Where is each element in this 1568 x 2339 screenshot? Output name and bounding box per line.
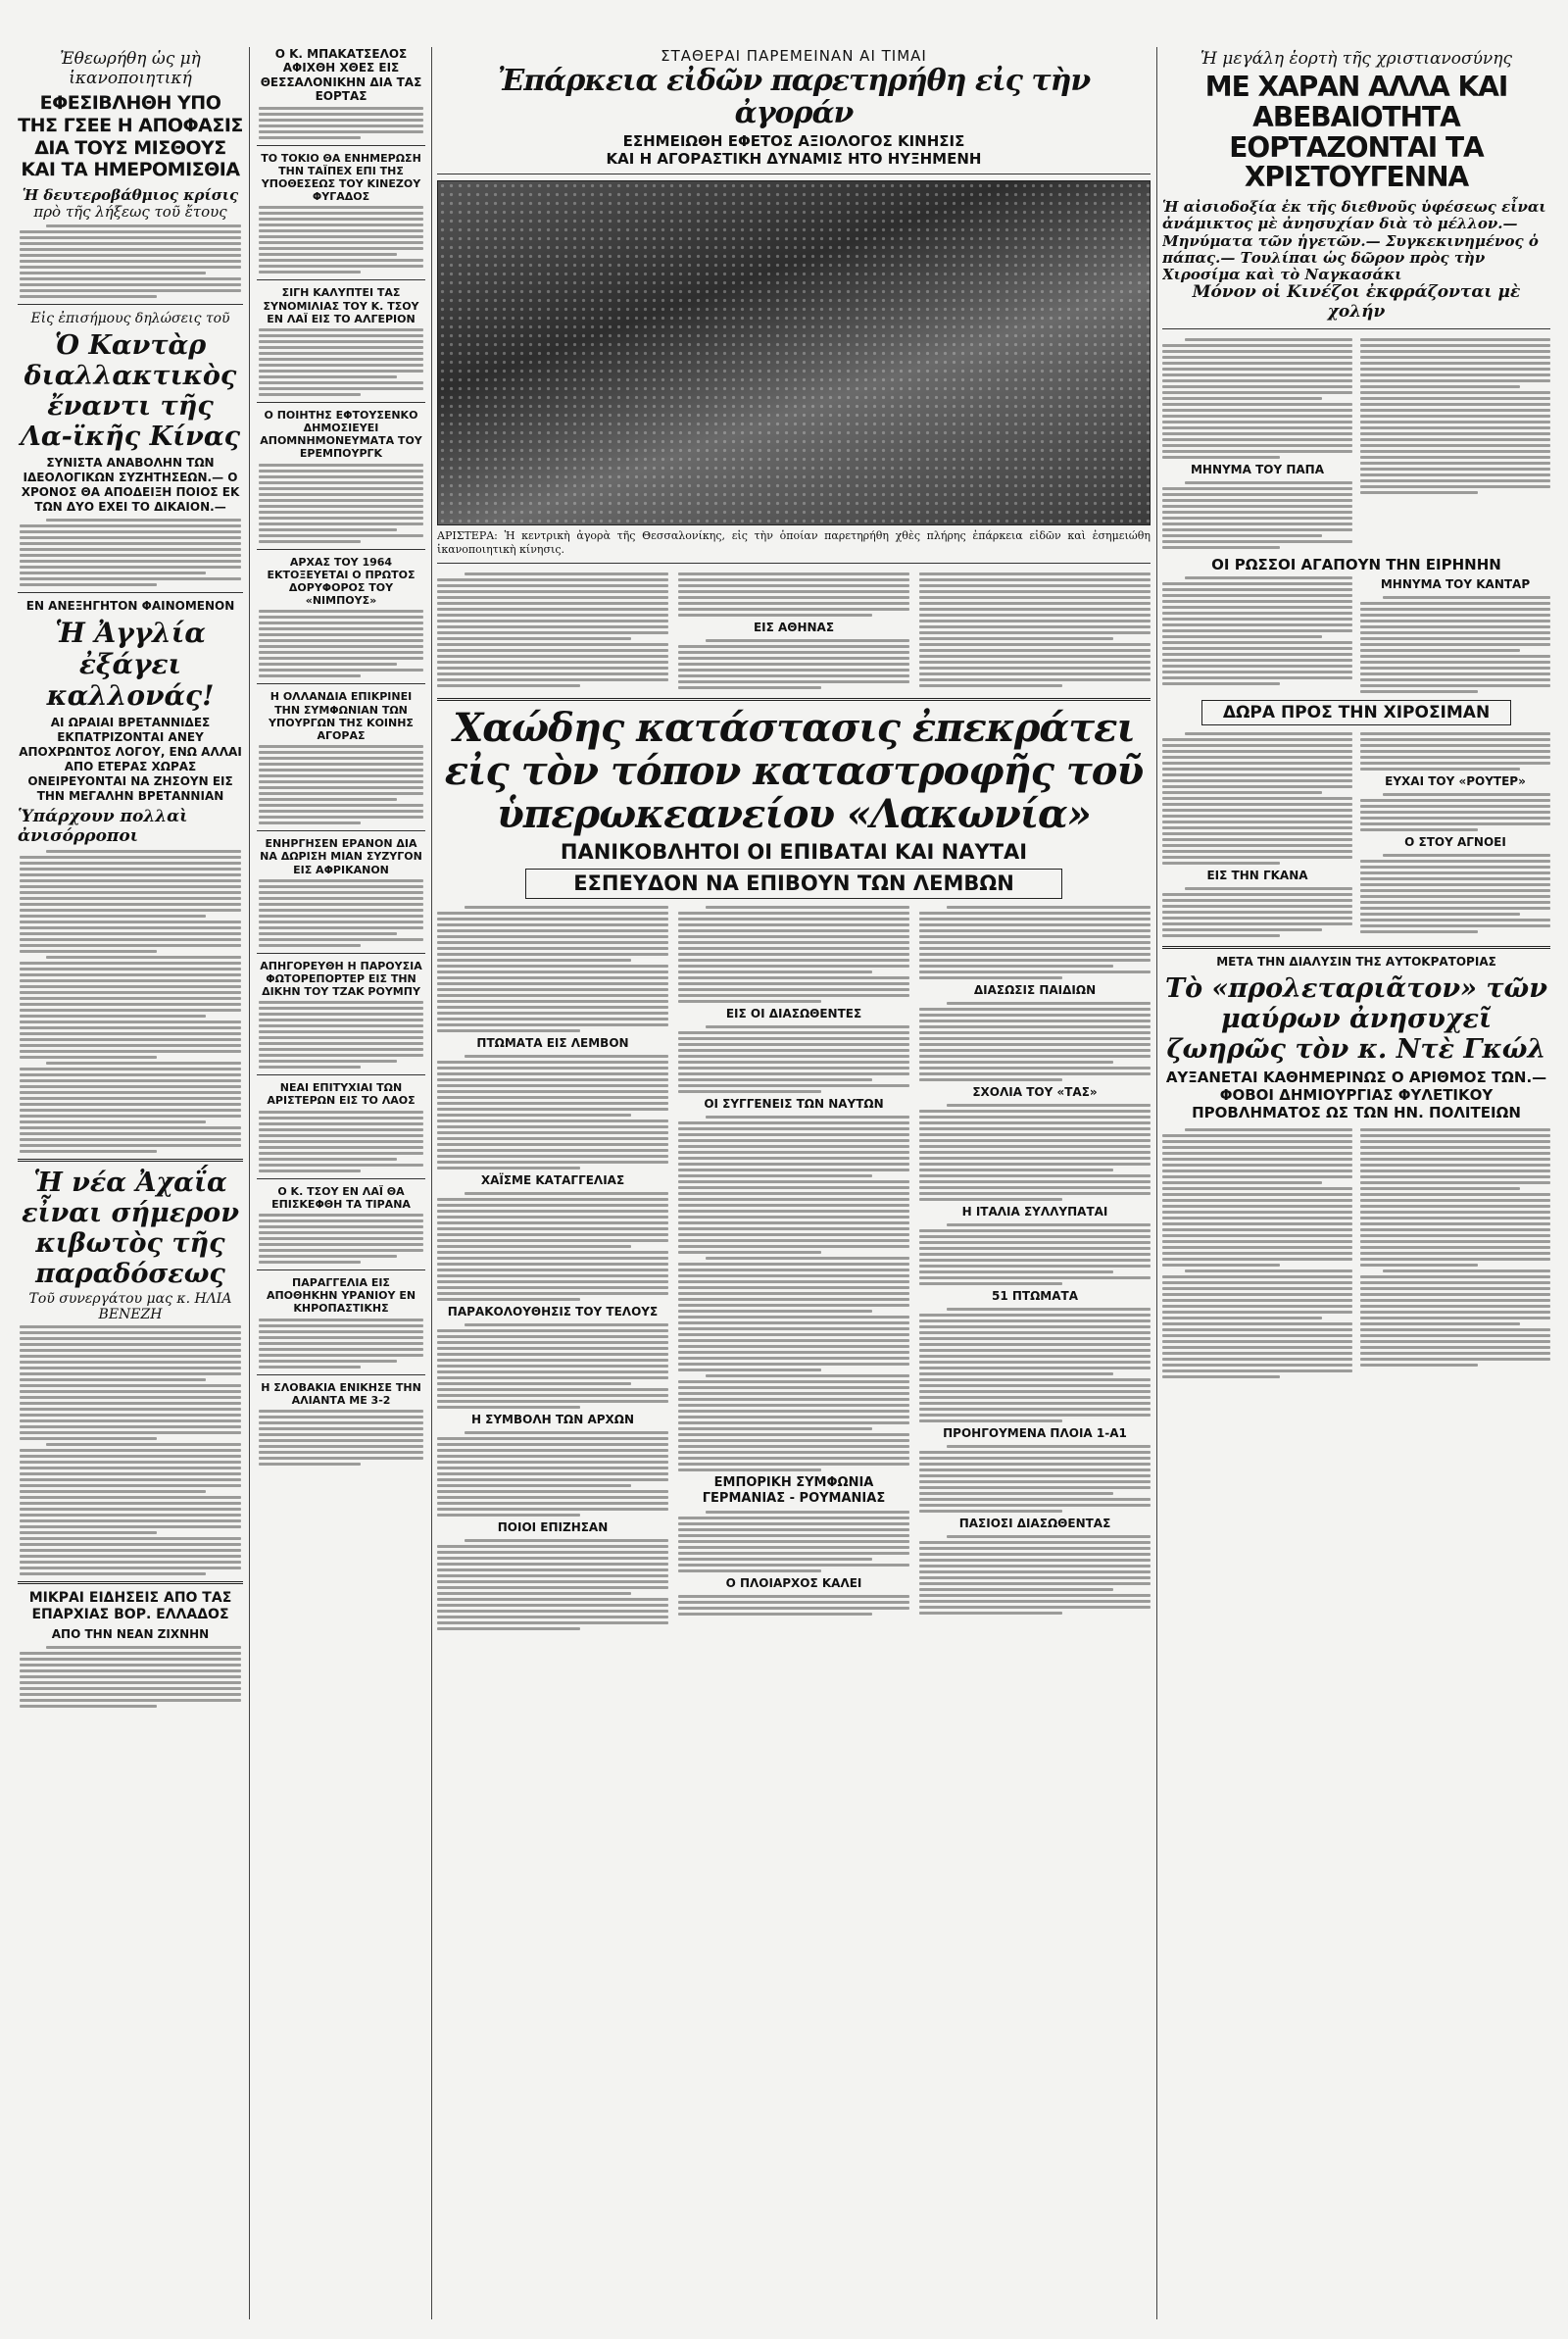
subheadline: ΕΣΠΕΥΔΟΝ ΝΑ ΕΠΙΒΟΥΝ ΤΩΝ ΛΕΜΒΩΝ bbox=[525, 869, 1062, 899]
article-body bbox=[257, 610, 425, 677]
column-left bbox=[18, 47, 243, 2319]
article-body bbox=[18, 1646, 243, 1708]
section-head: ΟΙ ΣΥΓΓΕΝΕΙΣ ΤΩΝ ΝΑΥΤΩΝ bbox=[704, 1096, 884, 1111]
section-head: ΜΗΝΥΜΑ ΤΟΥ ΚΑΝΤΑΡ bbox=[1380, 576, 1531, 591]
headline: ΜΙΚΡΑΙ ΕΙΔΗΣΕΙΣ ΑΠΟ ΤΑΣ ΕΠΑΡΧΙΑΣ ΒΟΡ. ΕΛΛΑΔΟΣ bbox=[28, 1589, 232, 1622]
headline: ΕΦΕΣΙΒΛΗΘΗ ΥΠΟ ΤΗΣ ΓΣΕΕ Η ΑΠΟΦΑΣΙΣ ΔΙΑ ΤΟΥΣ ΜΙΣΘΟΥΣ ΚΑΙ ΤΑ ΗΜΕΡΟΜΙΣΘΙΑ bbox=[18, 92, 243, 181]
section-head: ΕΙΣ ΤΗΝ ΓΚΑΝΑ bbox=[1206, 868, 1308, 882]
christmas-article bbox=[1162, 335, 1550, 552]
article-body bbox=[678, 570, 909, 692]
section-head: ΣΧΟΛΙΑ ΤΟΥ «ΤΑΣ» bbox=[972, 1084, 1098, 1099]
headline: Ο ΠΟΙΗΤΗΣ ΕΦΤΟΥΣΕΝΚΟ ΔΗΜΟΣΙΕΥΕΙ ΑΠΟΜΝΗΜΟΝΕΥΜΑΤΑ ΤΟΥ ΕΡΕΜΠΟΥΡΓΚ bbox=[260, 408, 422, 461]
headline: Ἐπάρκεια εἰδῶν παρετηρήθη εἰς τὴν ἀγοράν bbox=[497, 64, 1091, 130]
headline: Τὸ «προλεταριᾶτον» τῶν μαύρων ἀνησυχεῖ ζωηρῶς τὸν κ. Ντὲ Γκώλ bbox=[1165, 972, 1547, 1066]
subheadline: Μόνον οἱ Κινέζοι ἐκφράζονται μὲ χολήν bbox=[1192, 282, 1521, 322]
section-head: ΠΡΟΗΓΟΥΜΕΝΑ ΠΛΟΙΑ 1-Α1 bbox=[943, 1425, 1127, 1440]
headline: Η ΟΛΛΑΝΔΙΑ ΕΠΙΚΡΙΝΕΙ ΤΗΝ ΣΥΜΦΩΝΙΑΝ ΤΩΝ ΥΠΟΥΡΓΩΝ ΤΗΣ ΚΟΙΝΗΣ ΑΓΟΡΑΣ bbox=[269, 690, 414, 742]
market-photo bbox=[437, 180, 1151, 525]
headline: ΟΙ ΡΩΣΣΟΙ ΑΓΑΠΟΥΝ ΤΗΝ ΕΙΡΗΝΗΝ bbox=[1211, 555, 1501, 573]
article-body bbox=[257, 107, 425, 139]
market-article bbox=[437, 570, 1151, 692]
subheadline: Ἡ αἰσιοδοξία ἐκ τῆς διεθνοῦς ὑφέσεως εἶναι ἀνάμικτος μὲ ἀνησυχίαν διὰ τὸ μέλλον.— Μηνύματα τῶν ἡγετῶν.— Συγκεκινημένος ὁ πάπας.— Τουλίπαι ὡς δῶρον πρὸς τὴν Χιροσίμα καὶ τὸ Ναγκασάκι bbox=[1162, 198, 1546, 284]
headline: ΠΑΡΑΓΓΕΛΙΑ ΕΙΣ ΑΠΟΘΗΚΗΝ ΥΡΑΝΙΟΥ ΕΝ ΚΗΡΟΠΑΣΤΙΚΗΣ bbox=[266, 1276, 416, 1316]
subheadline: ΣΥΝΙΣΤΑ ΑΝΑΒΟΛΗΝ ΤΩΝ ΙΔΕΟΛΟΓΙΚΩΝ ΣΥΖΗΤΗΣΕΩΝ.— Ο ΧΡΟΝΟΣ ΘΑ ΑΠΟΔΕΙΞΗ ΠΟΙΟΣ ΕΚ ΤΩΝ ΔΥΟ ΕΧΕΙ ΤΟ ΔΙΚΑΙΟΝ.— bbox=[21, 455, 240, 514]
hiroshima-article bbox=[1162, 729, 1550, 940]
article-body bbox=[919, 570, 1151, 692]
article-body bbox=[257, 879, 425, 947]
lakonia-article bbox=[437, 903, 1151, 1633]
article-column bbox=[919, 903, 1151, 1633]
section-head: ΠΤΩΜΑΤΑ ΕΙΣ ΛΕΜΒΟΝ bbox=[476, 1035, 629, 1050]
headline: ΑΡΧΑΣ ΤΟΥ 1964 ΕΚΤΟΞΕΥΕΤΑΙ Ο ΠΡΩΤΟΣ ΔΟΡΥΦΟΡΟΣ ΤΟΥ «ΝΙΜΠΟΥΣ» bbox=[267, 555, 416, 608]
headline: ΕΝΗΡΓΗΣΕΝ ΕΡΑΝΟΝ ΔΙΑ ΝΑ ΔΩΡΙΣΗ ΜΙΑΝ ΣΥΖΥΓΟΝ ΕΙΣ ΑΦΡΙΚΑΝΟΝ bbox=[260, 837, 422, 876]
headline: ΔΩΡΑ ΠΡΟΣ ΤΗΝ ΧΙΡΟΣΙΜΑΝ bbox=[1201, 700, 1511, 725]
section-head: ΠΑΣΙΟΣΙ ΔΙΑΣΩΘΕΝΤΑΣ bbox=[958, 1516, 1111, 1530]
article-kicker: Ἡ μεγάλη ἑορτὴ τῆς χριστιανοσύνης bbox=[1200, 49, 1512, 69]
subheadline: ΠΑΝΙΚΟΒΛΗΤΟΙ ΟΙ ΕΠΙΒΑΤΑΙ ΚΑΙ ΝΑΥΤΑΙ bbox=[560, 839, 1028, 864]
article-kicker: ΕΝ ΑΝΕΞΗΓΗΤΟΝ ΦΑΙΝΟΜΕΝΟΝ bbox=[25, 598, 235, 613]
subheadline: ΕΣΗΜΕΙΩΘΗ ΕΦΕΤΟΣ ΑΞΙΟΛΟΓΟΣ ΚΙΝΗΣΙΣ bbox=[622, 132, 965, 150]
article-column bbox=[1162, 335, 1352, 552]
subheadline: Ἡ δευτεροβάθμιος κρίσις bbox=[22, 186, 239, 205]
headline: Ο Κ. ΤΣΟΥ ΕΝ ΛΑΪ ΘΑ ΕΠΙΣΚΕΦΘΗ ΤΑ ΤΙΡΑΝΑ bbox=[271, 1184, 411, 1211]
subheadline: ΚΑΙ Η ΑΓΟΡΑΣΤΙΚΗ ΔΥΝΑΜΙΣ ΗΤΟ ΗΥΞΗΜΕΝΗ bbox=[606, 150, 982, 168]
article-body bbox=[257, 1410, 425, 1466]
headline: Ὁ Καντὰρ διαλλακτικὸς ἔναντι τῆς Λα-ϊκῆς Κίνας bbox=[20, 329, 241, 452]
column-right bbox=[1162, 47, 1550, 2319]
headline: ΤΟ ΤΟΚΙΟ ΘΑ ΕΝΗΜΕΡΩΣΗ ΤΗΝ ΤΑΪΠΕΧ ΕΠΙ ΤΗΣ ΥΠΟΘΕΣΕΩΣ ΤΟΥ ΚΙΝΕΖΟΥ ΦΥΓΑΔΟΣ bbox=[261, 151, 421, 204]
article-column bbox=[1360, 1125, 1550, 1381]
article-body bbox=[257, 1001, 425, 1069]
subheadline: ΑΙ ΩΡΑΙΑΙ ΒΡΕΤΑΝΝΙΔΕΣ ΕΚΠΑΤΡΙΖΟΝΤΑΙ ΑΝΕΥ ΑΠΟΧΡΩΝΤΟΣ ΛΟΓΟΥ, ΕΝΩ ΑΛΛΑΙ ΑΠΟ ΕΤΕΡΑΣ ΧΩΡΑΣ ΟΝΕΙΡΕΥΟΝΤΑΙ ΝΑ ΖΗΣΟΥΝ ΕΙΣ ΤΗΝ ΜΕΓΑΛΗΝ ΒΡΕΤΑΝΝΙΑΝ bbox=[19, 716, 242, 804]
article-body bbox=[257, 328, 425, 396]
headline: ΑΠΗΓΟΡΕΥΘΗ Η ΠΑΡΟΥΣΙΑ ΦΩΤΟΡΕΠΟΡΤΕΡ ΕΙΣ ΤΗΝ ΔΙΚΗΝ ΤΟΥ ΤΖΑΚ ΡΟΥΜΠΥ bbox=[260, 959, 422, 999]
section-head: Η ΣΥΜΒΟΛΗ ΤΩΝ ΑΡΧΩΝ bbox=[470, 1412, 635, 1426]
article-body bbox=[257, 1319, 425, 1369]
article-kicker: ΜΕΤΑ ΤΗΝ ΔΙΑΛΥΣΙΝ ΤΗΣ ΑΥΤΟΚΡΑΤΟΡΙΑΣ bbox=[1216, 954, 1496, 969]
section-head: 51 ΠΤΩΜΑΤΑ bbox=[991, 1288, 1078, 1303]
article-column bbox=[1162, 573, 1352, 696]
russia-article bbox=[1162, 573, 1550, 696]
headline: Χαώδης κατάστασις ἐπεκράτει εἰς τὸν τόπον καταστροφῆς τοῦ ὑπερωκεανείου «Λακωνία» bbox=[444, 704, 1144, 837]
subheadline: ΑΠΟ ΤΗΝ ΝΕΑΝ ΖΙΧΝΗΝ bbox=[51, 1626, 210, 1641]
article-body bbox=[257, 1111, 425, 1172]
degaulle-article bbox=[1162, 1125, 1550, 1381]
article-column bbox=[678, 903, 909, 1633]
section-head: ΜΗΝΥΜΑ ΤΟΥ ΠΑΠΑ bbox=[1190, 462, 1325, 476]
article-body bbox=[18, 850, 243, 1153]
headline: ΣΙΓΗ ΚΑΛΥΠΤΕΙ ΤΑΣ ΣΥΝΟΜΙΛΙΑΣ ΤΟΥ Κ. ΤΣΟΥ ΕΝ ΛΑΪ ΕΙΣ ΤΟ ΑΛΓΕΡΙΟΝ bbox=[263, 286, 419, 325]
headline: Η ΣΛΟΒΑΚΙΑ ΕΝΙΚΗΣΕ ΤΗΝ ΑΛΙΑΝΤΑ ΜΕ 3-2 bbox=[261, 1380, 421, 1407]
byline: Τοῦ συνεργάτου μας κ. ΗΛΙΑ ΒΕΝΕΖΗ bbox=[28, 1290, 232, 1322]
subheadline: ΑΥΞΑΝΕΤΑΙ ΚΑΘΗΜΕΡΙΝΩΣ Ο ΑΡΙΘΜΟΣ ΤΩΝ.— ΦΟΒΟΙ ΔΗΜΙΟΥΡΓΙΑΣ ΦΥΛΕΤΙΚΟΥ ΠΡΟΒΛΗΜΑΤΟΣ ΩΣ ΤΩΝ ΗΝ. ΠΟΛΙΤΕΙΩΝ bbox=[1165, 1069, 1547, 1122]
section-head: ΠΑΡΑΚΟΛΟΥΘΗΣΙΣ ΤΟΥ ΤΕΛΟΥΣ bbox=[447, 1304, 659, 1319]
headline: Ἡ νέα Ἀχαΐα εἶναι σήμερον κιβωτὸς τῆς παραδόσεως bbox=[22, 1167, 239, 1289]
article-kicker: Εἰς ἐπισήμους δηλώσεις τοῦ bbox=[30, 310, 230, 326]
section-head: ΕΙΣ ΟΙ ΔΙΑΣΩΘΕΝΤΕΣ bbox=[725, 1006, 862, 1020]
article-body bbox=[437, 570, 668, 692]
article-body bbox=[18, 519, 243, 586]
subheadline: Ὑπάρχουν πολλαὶ ἀνισόρροποι bbox=[18, 807, 188, 846]
headline: Ἡ Ἀγγλία ἐξάγει καλλονάς! bbox=[46, 616, 215, 713]
column-center bbox=[437, 47, 1151, 2319]
article-column bbox=[1360, 573, 1550, 696]
article-body bbox=[257, 745, 425, 824]
headline: ΜΕ ΧΑΡΑΝ ΑΛΛΑ ΚΑΙ ΑΒΕΒΑΙΟΤΗΤΑ ΕΟΡΤΑΖΟΝΤΑΙ ΤΑ ΧΡΙΣΤΟΥΓΕΝΝΑ bbox=[1204, 71, 1508, 194]
article-body bbox=[257, 464, 425, 543]
section-head: ΕΥΧΑΙ ΤΟΥ «ΡΟΥΤΕΡ» bbox=[1385, 773, 1526, 788]
article-body bbox=[257, 206, 425, 274]
section-head: ΧΑΪΣΜΕ ΚΑΤΑΓΓΕΛΙΑΣ bbox=[480, 1172, 625, 1187]
headline: ΝΕΑΙ ΕΠΙΤΥΧΙΑΙ ΤΩΝ ΑΡΙΣΤΕΡΩΝ ΕΙΣ ΤΟ ΛΑΟΣ bbox=[267, 1081, 416, 1108]
section-head: ΔΙΑΣΩΣΙΣ ΠΑΙΔΙΩΝ bbox=[973, 982, 1097, 997]
photo-caption: ΑΡΙΣΤΕΡΑ: Ἡ κεντρικὴ ἀγορὰ τῆς Θεσσαλονίκης, εἰς τὴν ὁποίαν παρετηρήθη χθὲς πλήρης ἐπάρκεια εἰδῶν καὶ ἐσημειώθη ἱκανοποιητικὴ κίνησις. bbox=[437, 529, 1151, 556]
article-column bbox=[1360, 729, 1550, 940]
section-head: Ο ΣΤΟΥ ΑΓΝΟΕΙ bbox=[1404, 834, 1506, 849]
section-head: ΕΙΣ ΑΘΗΝΑΣ bbox=[753, 620, 835, 634]
section-head: ΕΜΠΟΡΙΚΗ ΣΥΜΦΩΝΙΑ ΓΕΡΜΑΝΙΑΣ - ΡΟΥΜΑΝΙΑΣ bbox=[702, 1474, 886, 1507]
article-column bbox=[1360, 335, 1550, 552]
column-rule bbox=[249, 47, 250, 2319]
headline: Ο Κ. ΜΠΑΚΑΤΣΕΛΟΣ ΑΦΙΧΘΗ ΧΘΕΣ ΕΙΣ ΘΕΣΣΑΛΟΝΙΚΗΝ ΔΙΑ ΤΑΣ ΕΟΡΤΑΣ bbox=[260, 47, 422, 104]
section-head: ΠΟΙΟΙ ΕΠΙΖΗΣΑΝ bbox=[497, 1519, 609, 1534]
section-head: Ο ΠΛΟΙΑΡΧΟΣ ΚΑΛΕΙ bbox=[725, 1576, 862, 1591]
article-body bbox=[18, 1325, 243, 1575]
article-column bbox=[1162, 1125, 1352, 1381]
article-body bbox=[18, 224, 243, 298]
article-column bbox=[437, 903, 668, 1633]
section-head: Η ΙΤΑΛΙΑ ΣΥΛΛΥΠΑΤΑΙ bbox=[961, 1204, 1108, 1219]
subheadline: πρὸ τῆς λήξεως τοῦ ἔτους bbox=[33, 203, 227, 222]
article-body bbox=[257, 1214, 425, 1264]
column-second bbox=[257, 47, 425, 2319]
article-kicker: ΣΤΑΘΕΡΑΙ ΠΑΡΕΜΕΙΝΑΝ ΑΙ ΤΙΜΑΙ bbox=[661, 47, 927, 65]
column-rule bbox=[1156, 47, 1157, 2319]
article-kicker: Ἐθεωρήθη ὡς μὴ ἱκανοποιητική bbox=[60, 49, 201, 88]
column-rule bbox=[431, 47, 432, 2319]
article-column bbox=[1162, 729, 1352, 940]
